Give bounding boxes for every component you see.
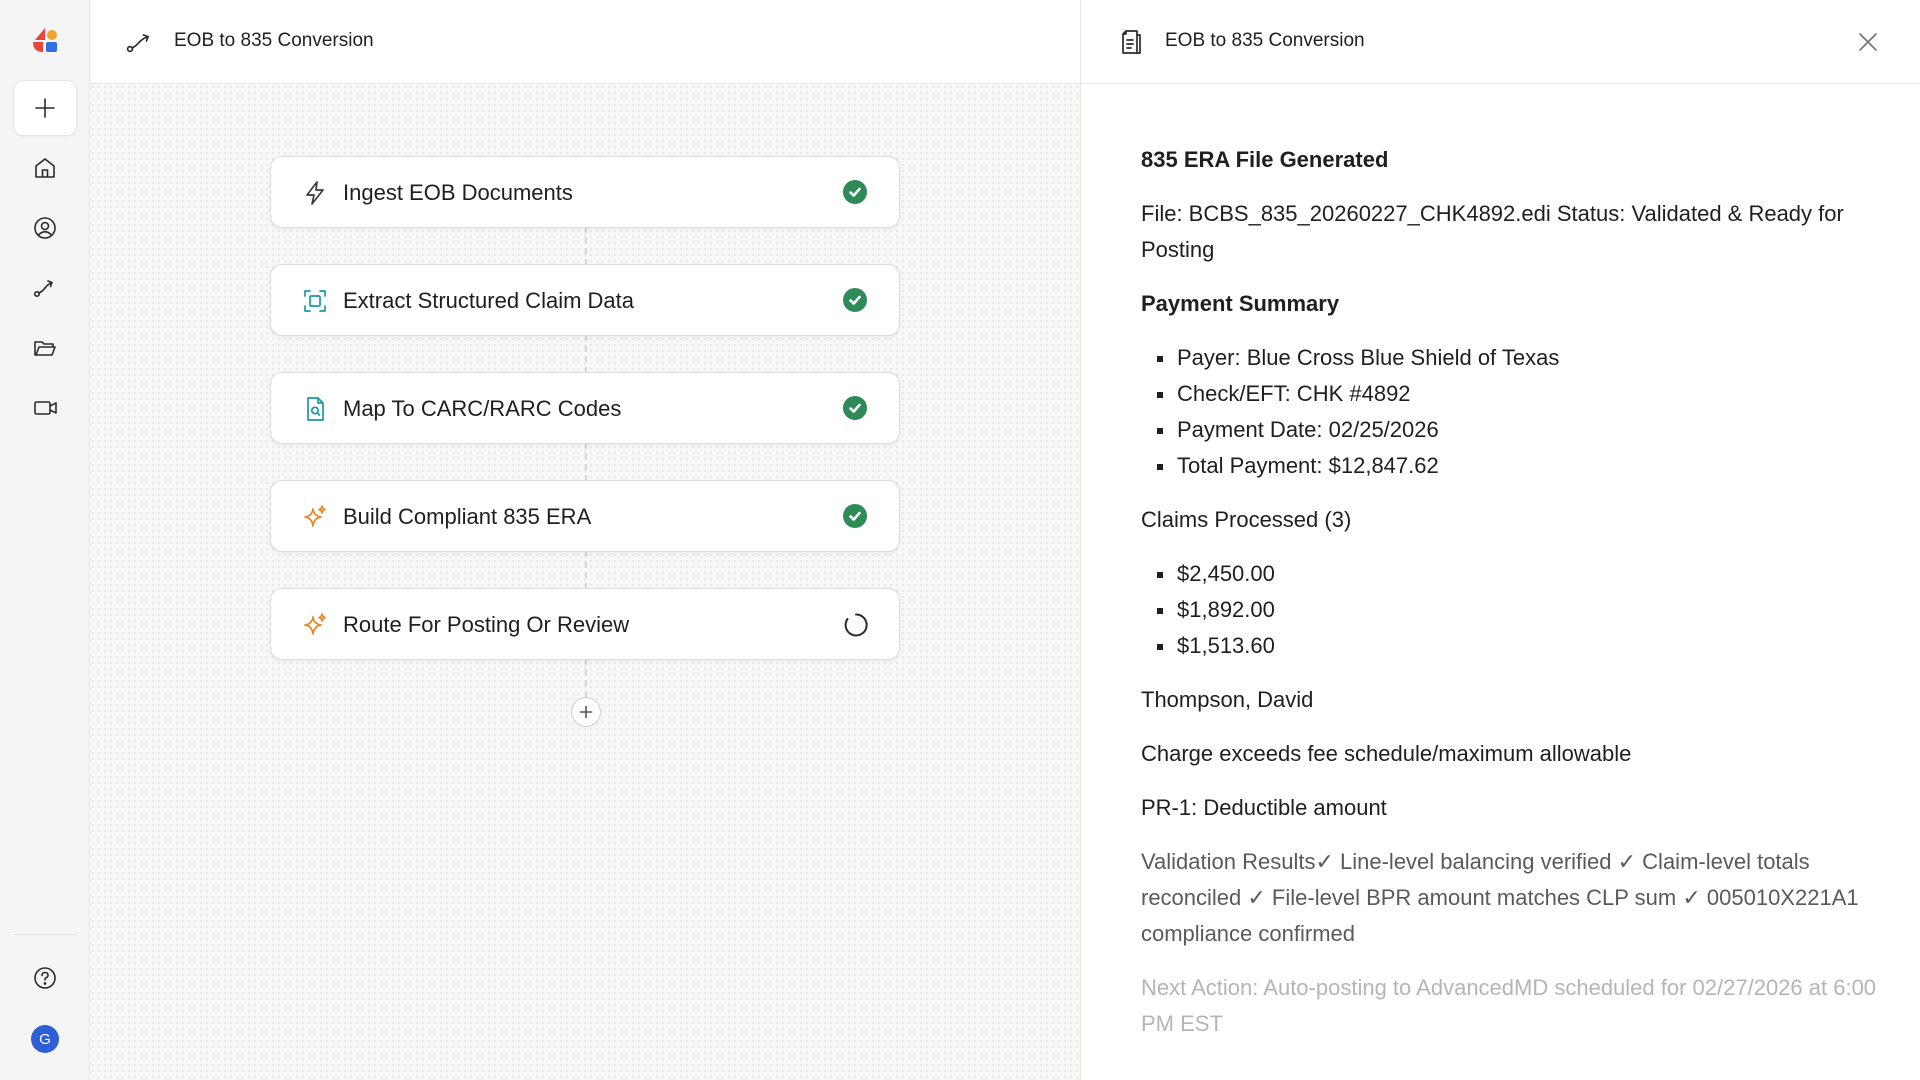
sparkle-icon (301, 611, 329, 639)
check-icon (843, 180, 869, 206)
list-item: $1,513.60 (1177, 628, 1881, 664)
list-item: Total Payment: $12,847.62 (1177, 448, 1881, 484)
workflow-header (90, 0, 1080, 84)
step-connector (585, 659, 587, 697)
workflows-nav-button[interactable] (13, 260, 77, 316)
payment-summary-heading: Payment Summary (1141, 291, 1340, 316)
workflow-title: EOB to 835 Conversion (174, 30, 374, 51)
workflow-step-map[interactable] (270, 372, 900, 444)
result-heading: 835 ERA File Generated (1141, 147, 1389, 172)
video-nav-button[interactable] (13, 380, 77, 436)
workflow-step-route[interactable] (270, 588, 900, 660)
step-label: Map To CARC/RARC Codes (343, 396, 622, 421)
list-item: Payer: Blue Cross Blue Shield of Texas (1177, 340, 1881, 376)
user-circle-icon (31, 214, 59, 242)
next-action: Next Action: Auto-posting to AdvancedMD scheduled for 02/27/2026 at 6:00 PM EST (1141, 975, 1877, 1036)
help-button[interactable] (13, 950, 77, 1006)
step-label: Build Compliant 835 ERA (343, 504, 592, 529)
plus-icon (578, 704, 594, 720)
workflow-step-ingest[interactable] (270, 156, 900, 228)
detail-header (1081, 0, 1920, 84)
step-label: Route For Posting Or Review (343, 612, 630, 637)
video-icon (31, 394, 59, 422)
rail-divider (13, 934, 77, 935)
step-connector (585, 335, 587, 373)
app-logo (29, 24, 61, 56)
help-icon (31, 964, 59, 992)
patient-name: Thompson, David (1141, 687, 1314, 712)
step-connector (585, 551, 587, 589)
document-search-icon (301, 395, 329, 423)
detail-content (1141, 142, 1881, 1060)
list-item: Check/EFT: CHK #4892 (1177, 376, 1881, 412)
folder-icon (31, 334, 59, 362)
pr-code: PR-1: Deductible amount (1141, 795, 1387, 820)
payment-summary-list (1141, 340, 1881, 484)
step-connector (585, 227, 587, 265)
step-label: Extract Structured Claim Data (343, 288, 634, 313)
files-nav-button[interactable] (13, 320, 77, 376)
workflow-step-extract[interactable] (270, 264, 900, 336)
step-connector (585, 443, 587, 481)
home-icon (31, 154, 59, 182)
workflow-icon (124, 28, 154, 58)
check-icon (843, 504, 869, 530)
validation-results: Validation Results✓ Line-level balancing verified ✓ Claim-level totals reconciled ✓ File-level BPR amount matches CLP sum ✓ 005010X221A1 compliance confirmed (1141, 849, 1859, 946)
home-nav-button[interactable] (13, 140, 77, 196)
detail-panel (1080, 0, 1920, 1080)
workflow-canvas (90, 0, 1080, 1080)
file-status-line: File: BCBS_835_20260227_CHK4892.edi Status: Validated & Ready for Posting (1141, 201, 1844, 262)
document-icon (1118, 28, 1146, 56)
lightning-icon (301, 179, 329, 207)
workflow-step-build[interactable] (270, 480, 900, 552)
check-icon (843, 288, 869, 314)
profile-nav-button[interactable] (13, 200, 77, 256)
add-step-button[interactable] (571, 697, 601, 727)
list-item: $2,450.00 (1177, 556, 1881, 592)
list-item: Payment Date: 02/25/2026 (1177, 412, 1881, 448)
adjustment-reason: Charge exceeds fee schedule/maximum allowable (1141, 741, 1632, 766)
loading-spinner-icon (843, 612, 869, 638)
plus-icon (31, 94, 59, 122)
claims-list (1141, 556, 1881, 664)
scan-icon (301, 287, 329, 315)
avatar[interactable]: G (31, 1025, 59, 1053)
claims-heading: Claims Processed (3) (1141, 507, 1352, 532)
workflow-icon (31, 274, 59, 302)
list-item: $1,892.00 (1177, 592, 1881, 628)
left-rail (0, 0, 90, 1080)
detail-title: EOB to 835 Conversion (1165, 30, 1365, 51)
sparkle-icon (301, 503, 329, 531)
close-button[interactable] (1854, 28, 1882, 56)
check-icon (843, 396, 869, 422)
close-icon (1854, 28, 1882, 56)
new-button[interactable] (13, 80, 77, 136)
step-label: Ingest EOB Documents (343, 180, 573, 205)
